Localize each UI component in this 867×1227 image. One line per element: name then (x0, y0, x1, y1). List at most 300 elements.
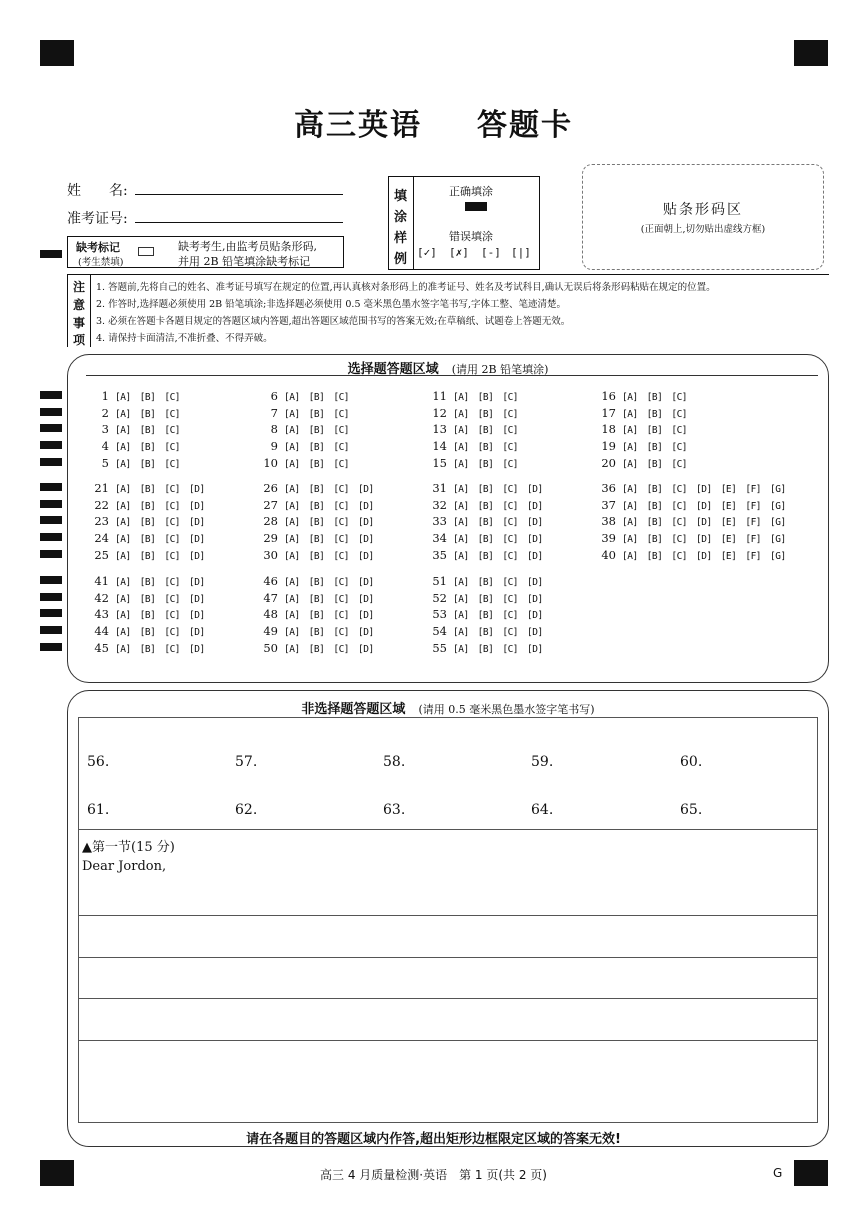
question-3 (87, 422, 189, 436)
option-bubble[interactable]: [E] (720, 517, 737, 529)
option-bubble[interactable]: [D] (527, 610, 543, 622)
option-bubble[interactable]: [D] (358, 593, 374, 605)
option-bubble[interactable]: [B] (477, 534, 494, 546)
question-number: 47 (263, 590, 278, 605)
option-bubble[interactable]: [B] (308, 550, 325, 562)
option-bubble[interactable]: [C] (671, 484, 688, 495)
option-bubble[interactable]: [C] (164, 500, 181, 512)
option-bubble[interactable]: [A] (284, 458, 300, 470)
option-bubble[interactable]: [A] (622, 458, 638, 470)
wrong-mark-3: [-] (481, 246, 501, 259)
option-bubble[interactable]: [D] (189, 484, 205, 495)
option-bubble[interactable]: [B] (477, 627, 494, 639)
option-bubble[interactable]: [D] (358, 500, 374, 512)
question-number: 12 (432, 405, 447, 420)
option-bubble[interactable]: [A] (453, 500, 469, 512)
question-15 (425, 456, 527, 470)
answer-63[interactable]: 63. (383, 802, 406, 818)
option-bubble[interactable]: [D] (358, 577, 374, 588)
timing-mark (40, 458, 62, 466)
question-number: 22 (94, 497, 109, 512)
option-bubble[interactable]: [B] (477, 442, 494, 454)
option-bubble[interactable]: [E] (720, 484, 737, 495)
option-bubble[interactable]: [C] (333, 517, 350, 529)
question-37 (594, 498, 795, 512)
option-bubble[interactable]: [A] (284, 534, 300, 546)
option-bubble[interactable]: [A] (115, 458, 131, 470)
answer-59[interactable]: 59. (531, 754, 554, 770)
option-bubble[interactable]: [F] (745, 550, 762, 562)
option-bubble[interactable]: [D] (358, 484, 374, 495)
option-bubble[interactable]: [D] (527, 627, 543, 639)
option-bubble[interactable]: [A] (284, 425, 300, 437)
option-bubble[interactable]: [D] (696, 517, 712, 529)
option-bubble[interactable]: [C] (502, 593, 519, 605)
option-bubble[interactable]: [A] (115, 550, 131, 562)
option-bubble[interactable]: [A] (284, 408, 300, 420)
question-number: 8 (270, 422, 278, 437)
option-bubble[interactable]: [C] (502, 408, 519, 420)
option-bubble[interactable]: [B] (308, 484, 325, 495)
question-number: 29 (263, 531, 278, 546)
question-45 (87, 641, 214, 655)
question-10 (256, 456, 358, 470)
question-number: 44 (94, 624, 109, 639)
option-bubble[interactable]: [C] (164, 484, 181, 495)
option-bubble[interactable]: [D] (527, 484, 543, 495)
option-bubble[interactable]: [B] (308, 392, 325, 403)
option-bubble[interactable]: [A] (622, 392, 638, 403)
option-bubble[interactable]: [B] (139, 593, 156, 605)
option-bubble[interactable]: [G] (770, 500, 786, 512)
option-bubble[interactable]: [A] (453, 517, 469, 529)
option-bubble[interactable]: [B] (646, 517, 663, 529)
option-bubble[interactable]: [A] (115, 534, 131, 546)
option-bubble[interactable]: [C] (502, 627, 519, 639)
question-number: 40 (601, 547, 616, 562)
option-bubble[interactable]: [B] (646, 458, 663, 470)
option-bubble[interactable]: [B] (646, 484, 663, 495)
answer-62[interactable]: 62. (235, 802, 258, 818)
question-51 (425, 574, 552, 588)
option-bubble[interactable]: [B] (646, 408, 663, 420)
option-bubble[interactable]: [B] (139, 500, 156, 512)
answer-60[interactable]: 60. (680, 754, 703, 770)
option-bubble[interactable]: [C] (164, 517, 181, 529)
question-48 (256, 607, 383, 621)
option-bubble[interactable]: [C] (333, 442, 350, 454)
question-number: 33 (432, 514, 447, 529)
option-bubble[interactable]: [B] (477, 458, 494, 470)
option-bubble[interactable]: [A] (284, 484, 300, 495)
option-bubble[interactable]: [C] (502, 392, 519, 403)
option-bubble[interactable]: [A] (115, 500, 131, 512)
option-bubble[interactable]: [B] (477, 577, 494, 588)
option-bubble[interactable]: [C] (333, 593, 350, 605)
option-bubble[interactable]: [C] (502, 484, 519, 495)
question-4 (87, 439, 189, 453)
question-2 (87, 406, 189, 420)
option-bubble[interactable]: [A] (453, 534, 469, 546)
question-49 (256, 624, 383, 638)
option-bubble[interactable]: [C] (502, 517, 519, 529)
wrong-mark-2: [✗] (449, 246, 469, 259)
option-bubble[interactable]: [B] (646, 550, 663, 562)
question-50 (256, 641, 383, 655)
option-bubble[interactable]: [A] (622, 425, 638, 437)
absent-mark-box (67, 236, 344, 268)
option-bubble[interactable]: [A] (453, 593, 469, 605)
option-bubble[interactable]: [D] (358, 627, 374, 639)
option-bubble[interactable]: [A] (453, 610, 469, 622)
option-bubble[interactable]: [B] (646, 425, 663, 437)
option-bubble[interactable]: [A] (284, 577, 300, 588)
option-bubble[interactable]: [C] (502, 577, 519, 588)
option-bubble[interactable]: [A] (115, 517, 131, 529)
option-bubble[interactable]: [D] (527, 643, 543, 655)
option-bubble[interactable]: [B] (308, 593, 325, 605)
absent-label: 缺考标记 (76, 241, 120, 254)
writing-area[interactable] (79, 880, 815, 1120)
question-1 (87, 389, 189, 403)
option-bubble[interactable]: [A] (284, 593, 300, 605)
option-bubble[interactable]: [B] (139, 442, 156, 454)
option-bubble[interactable]: [C] (333, 484, 350, 495)
option-bubble[interactable]: [B] (308, 643, 325, 655)
question-number: 16 (601, 389, 616, 403)
timing-mark (40, 408, 62, 416)
option-bubble[interactable]: [B] (308, 442, 325, 454)
option-bubble[interactable]: [C] (502, 643, 519, 655)
timing-mark (40, 500, 62, 508)
option-bubble[interactable]: [A] (453, 408, 469, 420)
option-bubble[interactable]: [E] (720, 500, 737, 512)
option-bubble[interactable]: [D] (189, 500, 205, 512)
sample-side-1: 填 (394, 189, 408, 204)
option-bubble[interactable]: [B] (139, 425, 156, 437)
option-bubble[interactable]: [C] (164, 610, 181, 622)
option-bubble[interactable]: [A] (115, 425, 131, 437)
option-bubble[interactable]: [D] (358, 534, 374, 546)
option-bubble[interactable]: [A] (622, 442, 638, 454)
option-bubble[interactable]: [A] (453, 627, 469, 639)
option-bubble[interactable]: [C] (333, 643, 350, 655)
option-bubble[interactable]: [D] (527, 534, 543, 546)
option-bubble[interactable]: [C] (164, 550, 181, 562)
question-6 (256, 389, 358, 403)
option-bubble[interactable]: [B] (139, 517, 156, 529)
option-bubble[interactable]: [D] (189, 577, 205, 588)
option-bubble[interactable]: [D] (696, 484, 712, 495)
question-number: 24 (94, 531, 109, 546)
option-bubble[interactable]: [A] (453, 484, 469, 495)
question-11 (425, 389, 527, 403)
option-bubble[interactable]: [C] (164, 442, 181, 454)
question-number: 5 (101, 455, 109, 470)
option-bubble[interactable]: [A] (115, 577, 131, 588)
option-bubble[interactable]: [D] (527, 517, 543, 529)
question-7 (256, 406, 358, 420)
option-bubble[interactable]: [D] (189, 517, 205, 529)
question-35 (425, 548, 552, 562)
option-bubble[interactable]: [B] (139, 643, 156, 655)
option-bubble[interactable]: [A] (453, 550, 469, 562)
question-number: 31 (432, 481, 447, 495)
question-number: 2 (101, 405, 109, 420)
option-bubble[interactable]: [B] (308, 458, 325, 470)
option-bubble[interactable]: [B] (139, 484, 156, 495)
option-bubble[interactable]: [A] (284, 392, 300, 403)
option-bubble[interactable]: [D] (696, 534, 712, 546)
option-bubble[interactable]: [D] (189, 593, 205, 605)
option-bubble[interactable]: [D] (696, 550, 712, 562)
option-bubble[interactable]: [A] (284, 643, 300, 655)
option-bubble[interactable]: [D] (527, 550, 543, 562)
option-bubble[interactable]: [A] (453, 458, 469, 470)
option-bubble[interactable]: [C] (671, 425, 688, 437)
option-bubble[interactable]: [A] (115, 627, 131, 639)
question-number: 11 (432, 389, 447, 403)
question-47 (256, 591, 383, 605)
option-bubble[interactable]: [F] (745, 484, 762, 495)
timing-mark (40, 593, 62, 601)
option-bubble[interactable]: [G] (770, 550, 786, 562)
option-bubble[interactable]: [C] (671, 392, 688, 403)
option-bubble[interactable]: [B] (308, 425, 325, 437)
option-bubble[interactable]: [C] (502, 534, 519, 546)
option-bubble[interactable]: [A] (453, 392, 469, 403)
option-bubble[interactable]: [C] (164, 577, 181, 588)
version-letter: G (773, 1166, 783, 1180)
option-bubble[interactable]: [C] (671, 534, 688, 546)
option-bubble[interactable]: [A] (115, 643, 131, 655)
option-bubble[interactable]: [C] (164, 643, 181, 655)
option-bubble[interactable]: [C] (164, 593, 181, 605)
option-bubble[interactable]: [D] (189, 627, 205, 639)
option-bubble[interactable]: [B] (646, 392, 663, 403)
option-bubble[interactable]: [C] (333, 627, 350, 639)
option-bubble[interactable]: [C] (502, 550, 519, 562)
option-bubble[interactable]: [B] (139, 408, 156, 420)
option-bubble[interactable]: [C] (333, 425, 350, 437)
option-bubble[interactable]: [A] (453, 643, 469, 655)
title-subject: 高三英语 (294, 108, 423, 143)
absent-checkbox[interactable] (138, 247, 154, 256)
option-bubble[interactable]: [A] (622, 484, 638, 495)
option-bubble[interactable]: [B] (646, 534, 663, 546)
option-bubble[interactable]: [A] (622, 500, 638, 512)
option-bubble[interactable]: [F] (745, 534, 762, 546)
option-bubble[interactable]: [A] (115, 610, 131, 622)
option-bubble[interactable]: [A] (622, 534, 638, 546)
question-31 (425, 481, 552, 495)
option-bubble[interactable]: [B] (139, 550, 156, 562)
option-bubble[interactable]: [B] (477, 392, 494, 403)
question-number: 42 (94, 590, 109, 605)
option-bubble[interactable]: [B] (308, 408, 325, 420)
notice-side-2: 意 (73, 298, 86, 312)
option-bubble[interactable]: [D] (358, 550, 374, 562)
option-bubble[interactable]: [C] (333, 534, 350, 546)
option-bubble[interactable]: [E] (720, 534, 737, 546)
nonchoice-subtitle: (请用 0.5 毫米黑色墨水签字笔书写) (418, 703, 595, 716)
question-number: 41 (94, 574, 109, 588)
option-bubble[interactable]: [A] (284, 500, 300, 512)
option-bubble[interactable]: [A] (284, 610, 300, 622)
question-number: 52 (432, 590, 447, 605)
question-number: 36 (601, 481, 616, 495)
option-bubble[interactable]: [D] (358, 643, 374, 655)
option-bubble[interactable]: [C] (164, 534, 181, 546)
option-bubble[interactable]: [B] (139, 458, 156, 470)
answer-64[interactable]: 64. (531, 802, 554, 818)
option-bubble[interactable]: [A] (284, 442, 300, 454)
option-bubble[interactable]: [B] (139, 610, 156, 622)
option-bubble[interactable]: [D] (527, 593, 543, 605)
option-bubble[interactable]: [E] (720, 550, 737, 562)
option-bubble[interactable]: [A] (115, 392, 131, 403)
question-number: 13 (432, 422, 447, 437)
option-bubble[interactable]: [D] (358, 610, 374, 622)
option-bubble[interactable]: [B] (139, 627, 156, 639)
option-bubble[interactable]: [A] (115, 593, 131, 605)
answer-56[interactable]: 56. (87, 754, 110, 770)
option-bubble[interactable]: [A] (622, 550, 638, 562)
option-bubble[interactable]: [F] (745, 500, 762, 512)
option-bubble[interactable]: [B] (477, 550, 494, 562)
option-bubble[interactable]: [C] (502, 610, 519, 622)
option-bubble[interactable]: [F] (745, 517, 762, 529)
option-bubble[interactable]: [C] (333, 610, 350, 622)
question-number: 30 (263, 547, 278, 562)
option-bubble[interactable]: [A] (622, 408, 638, 420)
option-bubble[interactable]: [A] (284, 550, 300, 562)
option-bubble[interactable]: [B] (308, 627, 325, 639)
option-bubble[interactable]: [D] (527, 500, 543, 512)
option-bubble[interactable]: [B] (308, 500, 325, 512)
absent-sub: (考生禁填) (78, 257, 124, 268)
option-bubble[interactable]: [B] (477, 643, 494, 655)
option-bubble[interactable]: [C] (502, 442, 519, 454)
option-bubble[interactable]: [B] (139, 577, 156, 588)
question-29 (256, 531, 383, 545)
correct-fill-mark (465, 202, 487, 211)
option-bubble[interactable]: [C] (671, 442, 688, 454)
option-bubble[interactable]: [G] (770, 484, 786, 495)
option-bubble[interactable]: [C] (164, 392, 181, 403)
option-bubble[interactable]: [A] (453, 442, 469, 454)
option-bubble[interactable]: [A] (115, 484, 131, 495)
answer-58[interactable]: 58. (383, 754, 406, 770)
option-bubble[interactable]: [B] (646, 500, 663, 512)
option-bubble[interactable]: [D] (527, 577, 543, 588)
option-bubble[interactable]: [B] (477, 500, 494, 512)
option-bubble[interactable]: [C] (164, 425, 181, 437)
option-bubble[interactable]: [D] (189, 550, 205, 562)
option-bubble[interactable]: [C] (333, 392, 350, 403)
answer-61[interactable]: 61. (87, 802, 110, 818)
answer-65[interactable]: 65. (680, 802, 703, 818)
option-bubble[interactable]: [D] (696, 500, 712, 512)
option-bubble[interactable]: [C] (164, 458, 181, 470)
option-bubble[interactable]: [D] (189, 534, 205, 546)
option-bubble[interactable]: [B] (646, 442, 663, 454)
option-bubble[interactable]: [C] (671, 500, 688, 512)
title-card: 答题卡 (476, 108, 573, 143)
option-bubble[interactable]: [A] (115, 408, 131, 420)
option-bubble[interactable]: [B] (308, 534, 325, 546)
question-55 (425, 641, 552, 655)
option-bubble[interactable]: [C] (671, 517, 688, 529)
option-bubble[interactable]: [D] (358, 517, 374, 529)
option-bubble[interactable]: [B] (139, 392, 156, 403)
option-bubble[interactable]: [A] (453, 577, 469, 588)
option-bubble[interactable]: [A] (453, 425, 469, 437)
option-bubble[interactable]: [D] (189, 643, 205, 655)
question-14 (425, 439, 527, 453)
question-number: 4 (101, 439, 109, 454)
option-bubble[interactable]: [B] (308, 577, 325, 588)
option-bubble[interactable]: [C] (333, 550, 350, 562)
option-bubble[interactable]: [C] (671, 458, 688, 470)
option-bubble[interactable]: [C] (502, 500, 519, 512)
question-number: 10 (263, 455, 278, 470)
option-bubble[interactable]: [D] (189, 610, 205, 622)
question-number: 21 (94, 481, 109, 495)
option-bubble[interactable]: [A] (284, 627, 300, 639)
option-bubble[interactable]: [G] (770, 517, 786, 529)
name-field[interactable] (135, 194, 343, 195)
option-bubble[interactable]: [C] (502, 425, 519, 437)
option-bubble[interactable]: [B] (308, 610, 325, 622)
option-bubble[interactable]: [C] (164, 408, 181, 420)
option-bubble[interactable]: [B] (477, 408, 494, 420)
choice-subtitle: (请用 2B 铅笔填涂) (451, 363, 549, 376)
option-bubble[interactable]: [C] (671, 550, 688, 562)
option-bubble[interactable]: [B] (477, 610, 494, 622)
answer-57[interactable]: 57. (235, 754, 258, 770)
boundary-warning: 请在各题目的答题区域内作答,超出矩形边框限定区域的答案无效! (246, 1132, 621, 1147)
question-52 (425, 591, 552, 605)
option-bubble[interactable]: [B] (477, 425, 494, 437)
option-bubble[interactable]: [C] (333, 500, 350, 512)
question-number: 54 (432, 624, 447, 639)
option-bubble[interactable]: [C] (333, 577, 350, 588)
fill-sample-box (388, 176, 540, 270)
option-bubble[interactable]: [C] (502, 458, 519, 470)
option-bubble[interactable]: [A] (622, 517, 638, 529)
option-bubble[interactable]: [C] (333, 408, 350, 420)
option-bubble[interactable]: [B] (477, 593, 494, 605)
notice-item-1: 1. 答题前,先将自己的姓名、准考证号填写在规定的位置,再认真核对条形码上的准考证号、姓名及考试科目,确认无误后将条形码粘贴在规定的位置。 (96, 282, 716, 293)
option-bubble[interactable]: [B] (477, 484, 494, 495)
option-bubble[interactable]: [A] (115, 442, 131, 454)
option-bubble[interactable]: [C] (164, 627, 181, 639)
option-bubble[interactable]: [C] (333, 458, 350, 470)
option-bubble[interactable]: [B] (477, 517, 494, 529)
option-bubble[interactable]: [B] (139, 534, 156, 546)
option-bubble[interactable]: [G] (770, 534, 786, 546)
option-bubble[interactable]: [B] (308, 517, 325, 529)
exam-id-field[interactable] (135, 222, 343, 223)
question-number: 7 (270, 405, 278, 420)
choice-title: 选择题答题区域 (347, 362, 439, 377)
question-46 (256, 574, 383, 588)
question-number: 14 (432, 439, 447, 454)
option-bubble[interactable]: [A] (284, 517, 300, 529)
option-bubble[interactable]: [C] (671, 408, 688, 420)
writing-section-label: ▲第一节(15 分) (82, 840, 175, 855)
